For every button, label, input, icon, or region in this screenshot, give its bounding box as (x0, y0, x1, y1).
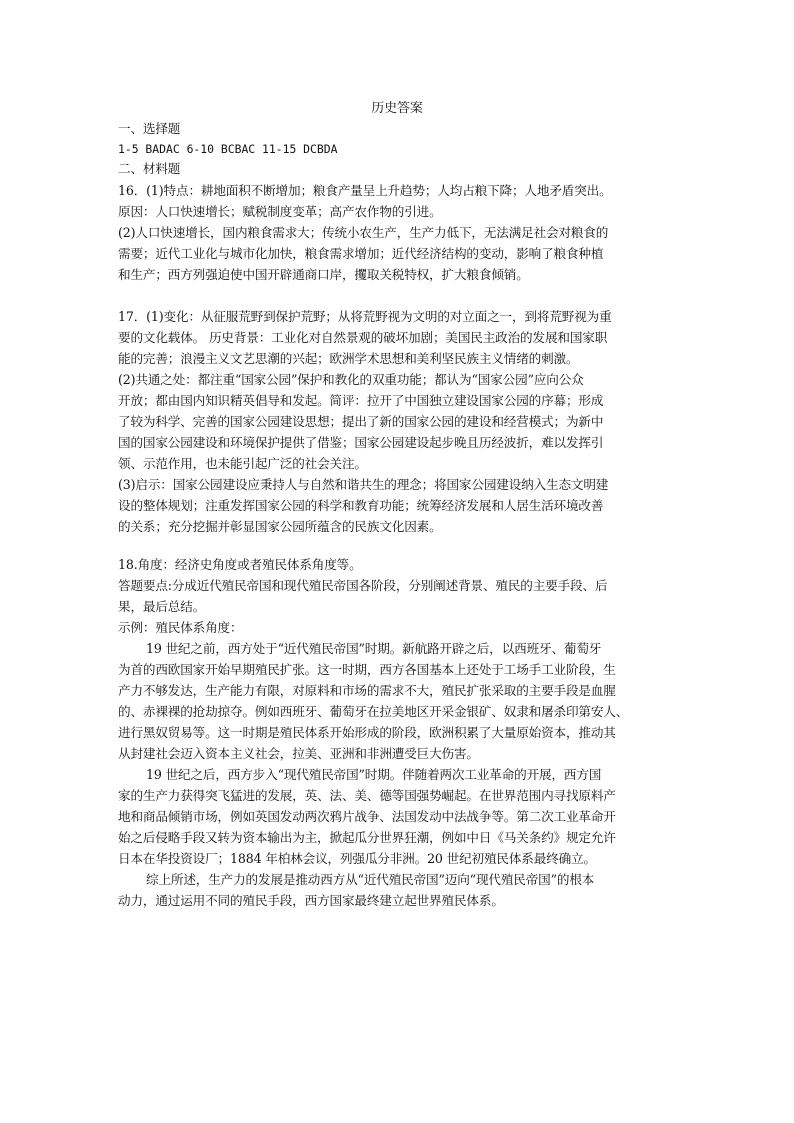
text-line: 示例：殖民体系角度： (118, 620, 243, 635)
text-line: 和生产；西方列强迫使中国开辟通商口岸，攫取关税特权，扩大粮食倾销。 (118, 267, 529, 282)
text-line: 领、示范作用，也未能引起广泛的社会关注。 (118, 456, 367, 471)
text-line: 17．(1)变化：从征服荒野到保护荒野；从将荒野视为文明的对立面之一，到将荒野视为重 (118, 309, 612, 324)
text-line: 家的生产力获得突飞猛进的发展，英、法、美、德等国强势崛起。在世界范围内寻找原料产 (118, 788, 616, 803)
text-line: (2)人口快速增长，国内粮食需求大；传统小农生产，生产力低下，无法满足社会对粮食的 (118, 225, 609, 240)
text-line: 18.角度：经济史角度或者殖民体系角度等。 (118, 557, 362, 572)
section-heading-choice: 一、选择题 (118, 121, 181, 136)
text-line: (3)启示：国家公园建设应秉持人与自然和谐共生的理念；将国家公园建设纳入生态文明建 (118, 477, 609, 492)
text-line: 从封建社会迈入资本主义社会，拉美、亚洲和非洲遭受巨大伤害。 (118, 746, 479, 761)
text-line: 的、赤裸裸的抢劫掠夺。例如西班牙、葡萄牙在拉美地区开采金银矿、奴隶和屠杀印第安人、 (118, 704, 629, 719)
text-line: 国的国家公园建设和环境保护提供了借鉴；国家公园建设起步晚且历经波折，难以发挥引 (118, 435, 604, 450)
section-heading-material: 二、材料题 (118, 161, 181, 176)
choice-answers: 1-5 BADAC 6-10 BCBAC 11-15 DCBDA (118, 142, 338, 156)
text-line: 的关系；充分挖掘并彰显国家公园所蕴含的民族文化因素。 (118, 519, 442, 534)
paragraph-first-line: 19 世纪之前，西方处于“近代殖民帝国”时期。新航路开辟之后，以西班牙、葡萄牙 (146, 641, 602, 656)
text-line: 要的文化载体。 历史背景：工业化对自然景观的破坏加剧；美国民主政治的发展和国家职 (118, 330, 608, 345)
text-line: 果，最后总结。 (118, 599, 206, 614)
text-line: (2)共通之处：都注重“国家公园”保护和教化的双重功能；都认为“国家公园”应向公众 (118, 372, 584, 387)
text-line: 能的完善；浪漫主义文艺思潮的兴起；欧洲学术思想和美利坚民族主义情绪的刺激。 (118, 351, 579, 366)
text-line: 答题要点:分成近代殖民帝国和现代殖民帝国各阶段，分别阐述背景、殖民的主要手段、后 (118, 578, 608, 593)
text-line: 16．(1)特点：耕地面积不断增加；粮食产量呈上升趋势；人均占粮下降；人地矛盾突出。 (118, 183, 612, 198)
text-line: 始之后侵略手段又转为资本输出为主，掀起瓜分世界狂潮，例如中日《马关条约》规定允许 (118, 830, 616, 845)
text-line: 产力不够发达，生产能力有限，对原料和市场的需求不大，殖民扩张采取的主要手段是血腥 (118, 683, 616, 698)
page-title: 历史答案 (371, 101, 423, 116)
text-line: 设的整体规划；注重发挥国家公园的科学和教育功能；统筹经济发展和人居生活环境改善 (118, 498, 604, 513)
text-line: 地和商品倾销市场，例如英国发动两次鸦片战争、法国发动中法战争等。第二次工业革命开 (118, 809, 616, 824)
text-line: 原因：人口快速增长；赋税制度变革；高产农作物的引进。 (118, 204, 442, 219)
paragraph-first-line: 综上所述，生产力的发展是推动西方从“近代殖民帝国”迈向“现代殖民帝国”的根本 (146, 872, 595, 887)
paragraph-first-line: 19 世纪之后，西方步入“现代殖民帝国”时期。伴随着两次工业革命的开展，西方国 (146, 767, 602, 782)
text-line: 进行黑奴贸易等。这一时期是殖民体系开始形成的阶段，欧洲积累了大量原始资本，推动其 (118, 725, 616, 740)
text-line: 需要；近代工业化与城市化加快，粮食需求增加；近代经济结构的变动，影响了粮食种植 (118, 246, 604, 261)
text-line: 为首的西欧国家开始早期殖民扩张。这一时期，西方各国基本上还处于工场手工业阶段，生 (118, 662, 616, 677)
text-line: 日本在华投资设厂；1884 年柏林会议，列强瓜分非洲。20 世纪初殖民体系最终确立。 (118, 851, 596, 866)
text-line: 开放；都由国内知识精英倡导和发起。简评：拉开了中国独立建设国家公园的序幕；形成 (118, 393, 604, 408)
text-line: 动力，通过运用不同的殖民手段，西方国家最终建立起世界殖民体系。 (118, 893, 504, 908)
text-line: 了较为科学、完善的国家公园建设思想；提出了新的国家公园的建设和经营模式；为新中 (118, 414, 604, 429)
